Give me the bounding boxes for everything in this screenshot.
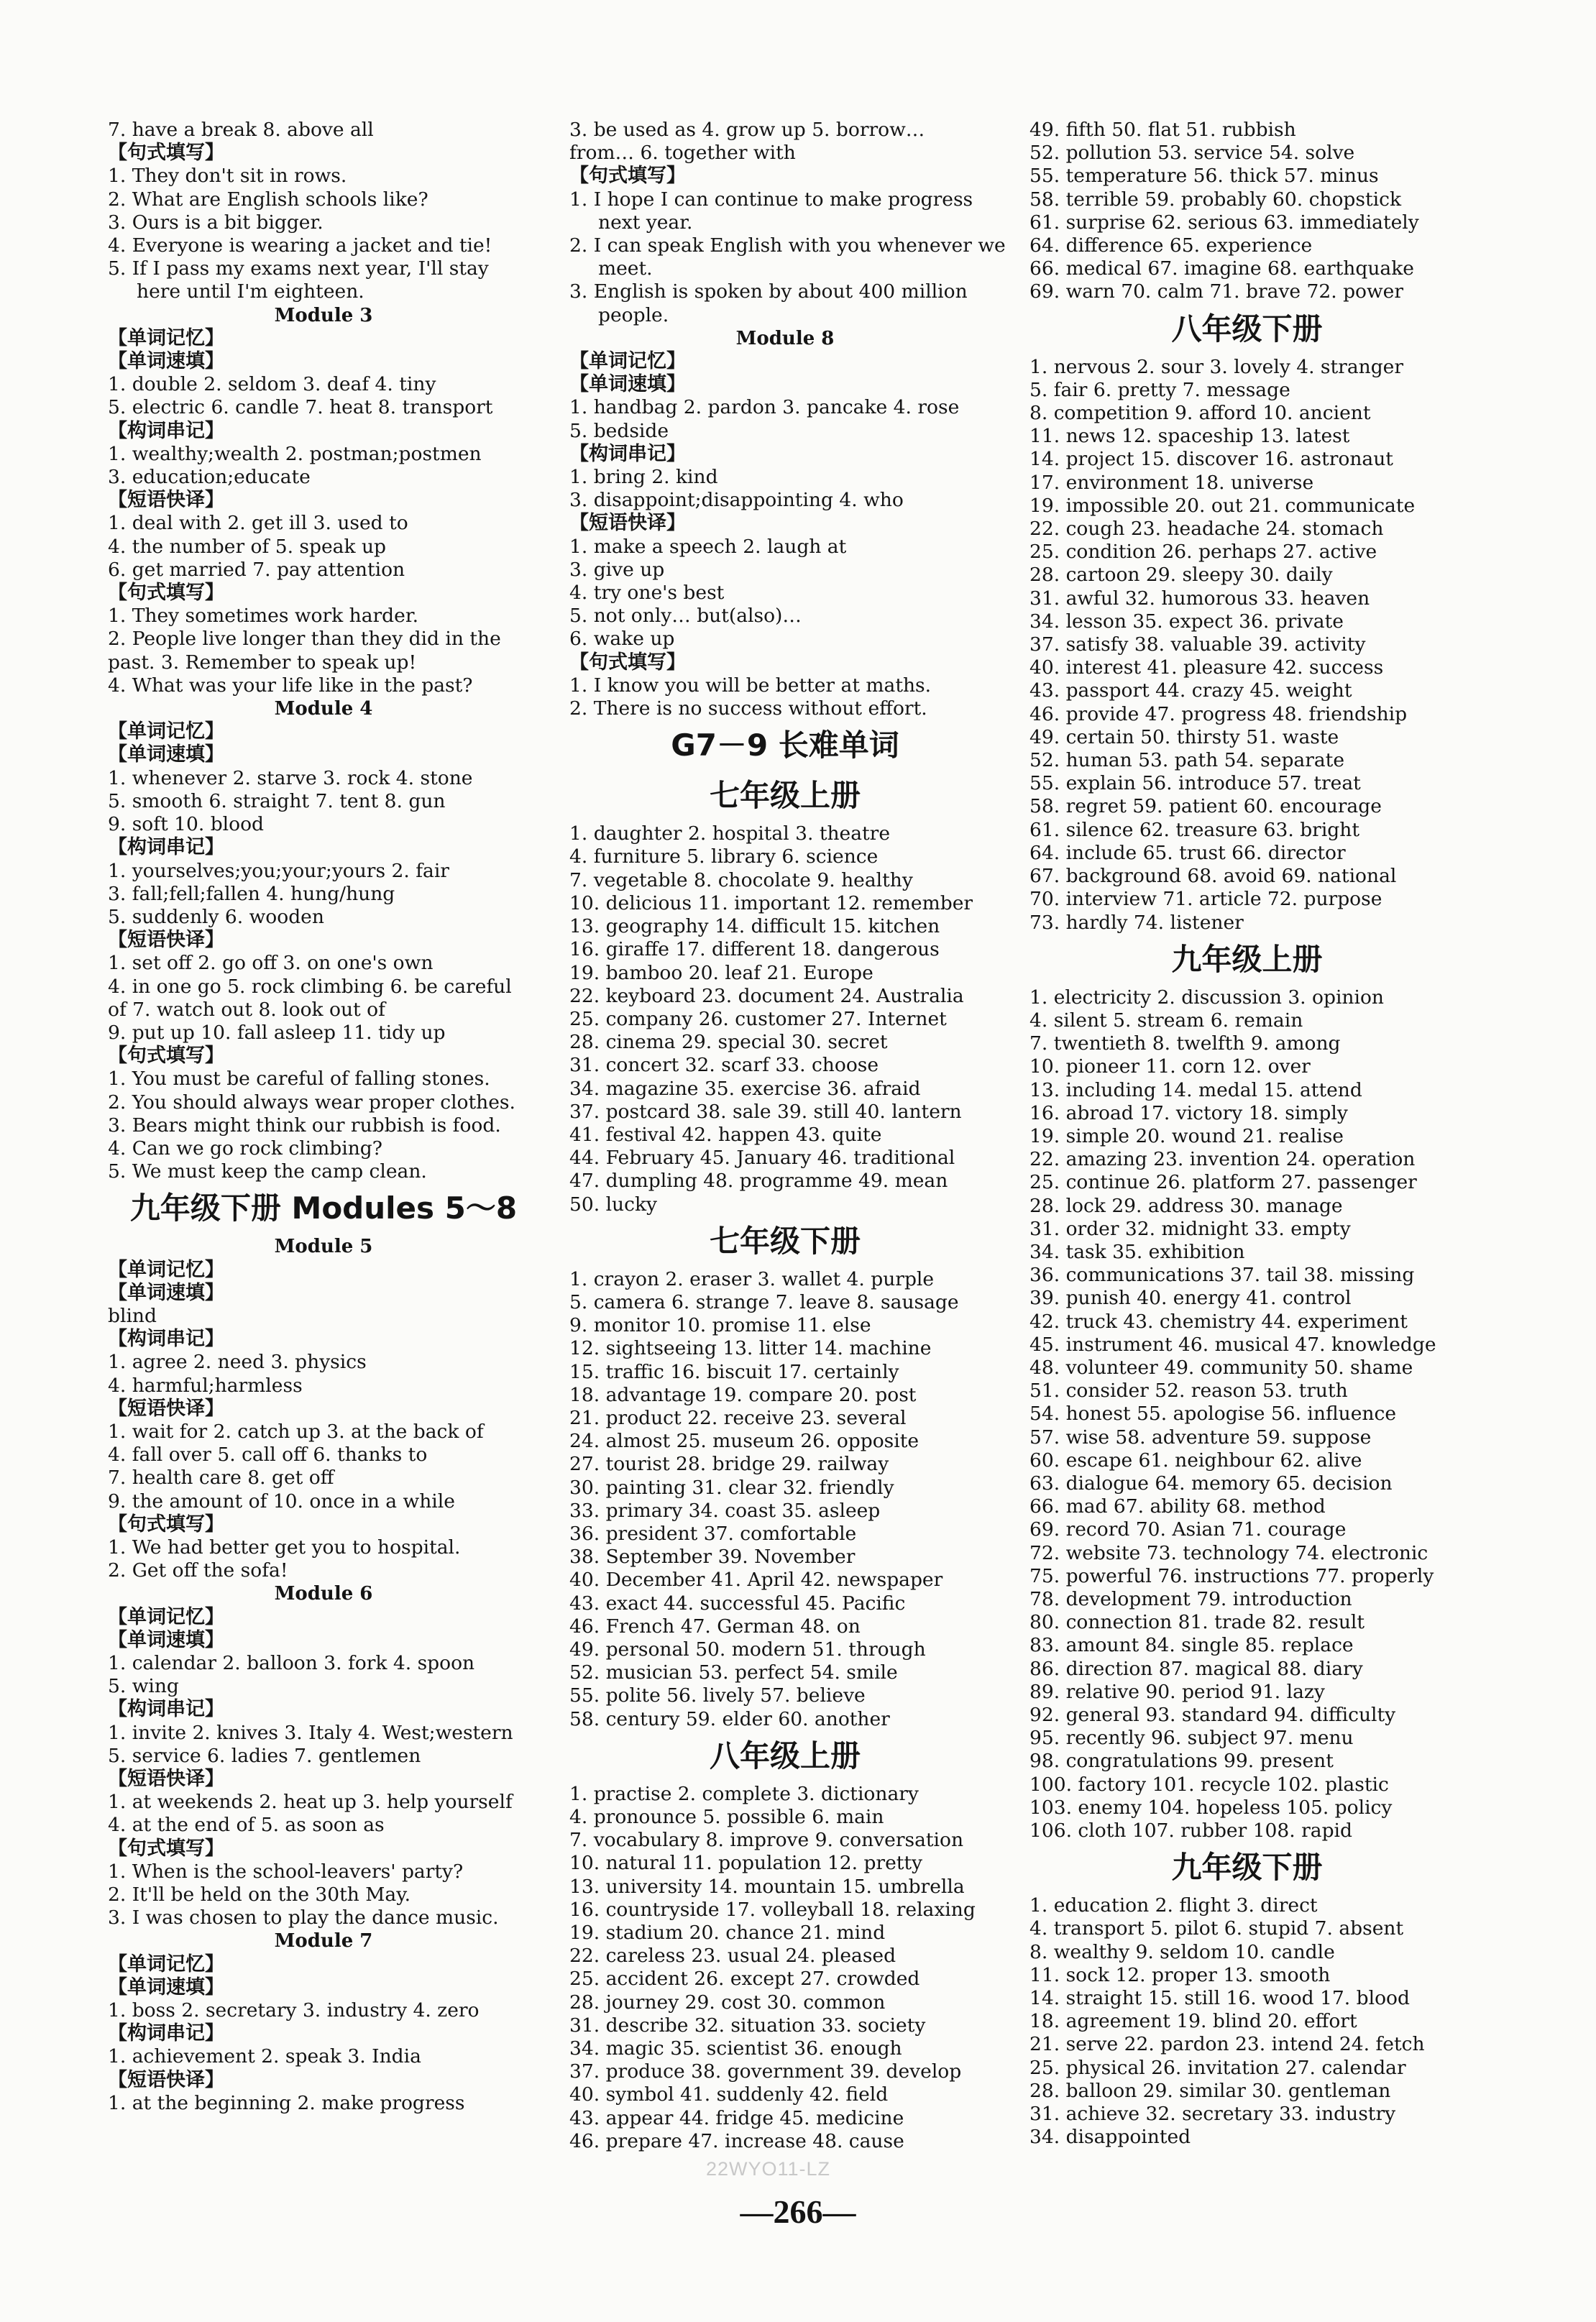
answer-line: 52. human 53. path 54. separate xyxy=(1029,749,1345,772)
answer-line: 7. vocabulary 8. improve 9. conversation xyxy=(569,1829,964,1852)
answer-line: 3. Bears might think our rubbish is food. xyxy=(108,1114,501,1137)
answer-line: 3. education;educate xyxy=(108,466,311,489)
section-tag: 【单词速填】 xyxy=(108,1281,224,1304)
answer-line: 4. transport 5. pilot 6. stupid 7. absent xyxy=(1029,1917,1404,1940)
answer-column-right xyxy=(1029,119,1464,2149)
answer-line: 52. pollution 53. service 54. solve xyxy=(1029,142,1355,165)
answer-line: 9. put up 10. fall asleep 11. tidy up xyxy=(108,1021,446,1044)
answer-line: 1. at weekends 2. heat up 3. help yourself xyxy=(108,1791,513,1814)
answer-line: 43. passport 44. crazy 45. weight xyxy=(1029,679,1352,702)
answer-line: 70. interview 71. article 72. purpose xyxy=(1029,888,1382,911)
answer-line: 50. lucky xyxy=(569,1193,657,1216)
answer-line: 27. tourist 28. bridge 29. railway xyxy=(569,1453,889,1476)
answer-line: 49. certain 50. thirsty 51. waste xyxy=(1029,725,1339,748)
answer-line: 28. journey 29. cost 30. common xyxy=(569,1991,886,2014)
answer-line: 66. medical 67. imagine 68. earthquake xyxy=(1029,257,1414,280)
answer-line: 9. monitor 10. promise 11. else xyxy=(569,1314,871,1337)
answer-line: 58. regret 59. patient 60. encourage xyxy=(1029,795,1382,818)
answer-line: 5. If I pass my exams next year, I'll stay xyxy=(108,257,489,280)
answer-line: 63. dialogue 64. memory 65. decision xyxy=(1029,1472,1393,1495)
answer-line: 5. camera 6. strange 7. leave 8. sausage xyxy=(569,1290,959,1313)
section-tag: 【短语快译】 xyxy=(108,1397,224,1420)
section-tag: 【句式填写】 xyxy=(108,142,224,165)
answer-line: of 7. watch out 8. look out of xyxy=(108,998,385,1021)
answer-line: 16. giraffe 17. different 18. dangerous xyxy=(569,938,940,961)
answer-line: 45. instrument 46. musical 47. knowledge xyxy=(1029,1333,1436,1356)
answer-line: 10. natural 11. population 12. pretty xyxy=(569,1852,923,1875)
answer-line: 52. musician 53. perfect 54. smile xyxy=(569,1661,898,1684)
answer-line: 5. not only… but(also)… xyxy=(569,605,802,628)
section-tag: 【单词记忆】 xyxy=(569,350,686,373)
answer-line: 19. simple 20. wound 21. realise xyxy=(1029,1124,1344,1147)
module-heading: Module 7 xyxy=(274,1930,373,1952)
answer-line: 46. French 47. German 48. on xyxy=(569,1615,861,1638)
answer-line: 64. include 65. trust 66. director xyxy=(1029,841,1346,864)
section-tag: 【单词记忆】 xyxy=(108,1605,224,1628)
answer-line: 1. calendar 2. balloon 3. fork 4. spoon xyxy=(108,1652,475,1674)
answer-line: 5. We must keep the camp clean. xyxy=(108,1160,427,1183)
answer-line: 15. traffic 16. biscuit 17. certainly xyxy=(569,1360,899,1383)
answer-line-continued: people. xyxy=(598,303,669,326)
section-tag: 【句式填写】 xyxy=(108,1045,224,1068)
answer-line: 19. stadium 20. chance 21. mind xyxy=(569,1922,886,1945)
section-tag: 【单词记忆】 xyxy=(108,1952,224,1975)
answer-line: 9. the amount of 10. once in a while xyxy=(108,1490,455,1513)
answer-line: 69. record 70. Asian 71. courage xyxy=(1029,1518,1347,1541)
answer-line: 46. prepare 47. increase 48. cause xyxy=(569,2129,904,2152)
answer-line: 2. What are English schools like? xyxy=(108,188,428,211)
answer-line-continued: next year. xyxy=(598,211,693,234)
answer-line: 4. at the end of 5. as soon as xyxy=(108,1814,385,1837)
section-tag: 【单词记忆】 xyxy=(108,1258,224,1281)
answer-line: 1. double 2. seldom 3. deaf 4. tiny xyxy=(108,373,436,396)
section-tag: 【单词速填】 xyxy=(569,373,686,396)
answer-line: 18. advantage 19. compare 20. post xyxy=(569,1383,917,1406)
answer-line: 40. interest 41. pleasure 42. success xyxy=(1029,656,1384,679)
answer-line: 1. agree 2. need 3. physics xyxy=(108,1351,367,1374)
answer-line: 5. electric 6. candle 7. heat 8. transport xyxy=(108,396,493,419)
answer-line: 4. Everyone is wearing a jacket and tie! xyxy=(108,234,492,257)
answer-line: 1. set off 2. go off 3. on one's own xyxy=(108,952,434,975)
answer-line: 9. soft 10. blood xyxy=(108,813,265,836)
section-tag: 【单词速填】 xyxy=(108,743,224,766)
answer-line: 25. continue 26. platform 27. passenger xyxy=(1029,1171,1417,1194)
unit-heading: G7－9 长难单词 xyxy=(671,728,899,763)
answer-line: 103. enemy 104. hopeless 105. policy xyxy=(1029,1796,1393,1819)
answer-line: 5. bedside xyxy=(569,419,669,442)
answer-line: 28. cartoon 29. sleepy 30. daily xyxy=(1029,564,1333,587)
module-heading: Module 6 xyxy=(274,1583,373,1605)
answer-line: 33. primary 34. coast 35. asleep xyxy=(569,1499,881,1522)
answer-column-middle xyxy=(569,119,1006,2153)
section-tag: 【构词串记】 xyxy=(108,1698,224,1721)
answer-line: 1. invite 2. knives 3. Italy 4. West;western xyxy=(108,1721,513,1744)
answer-line: 10. delicious 11. important 12. remember xyxy=(569,891,973,914)
answer-line: 5. smooth 6. straight 7. tent 8. gun xyxy=(108,789,446,812)
answer-line: 4. pronounce 5. possible 6. main xyxy=(569,1806,884,1828)
answer-line: 2. Get off the sofa! xyxy=(108,1559,288,1582)
answer-line: 2. I can speak English with you whenever we xyxy=(569,234,1006,257)
answer-line: 31. awful 32. humorous 33. heaven xyxy=(1029,587,1370,610)
answer-line: 7. vegetable 8. chocolate 9. healthy xyxy=(569,868,913,891)
answer-line: 3. give up xyxy=(569,558,665,581)
answer-line: 5. service 6. ladies 7. gentlemen xyxy=(108,1744,421,1767)
answer-line: 3. be used as 4. grow up 5. borrow… xyxy=(569,119,925,141)
answer-line: 14. project 15. discover 16. astronaut xyxy=(1029,448,1393,471)
unit-heading: 七年级上册 xyxy=(709,778,861,814)
answer-line: 1. boss 2. secretary 3. industry 4. zero xyxy=(108,1999,480,2022)
answer-line: 4. try one's best xyxy=(569,582,725,605)
answer-line: 4. Can we go rock climbing? xyxy=(108,1137,382,1160)
answer-line: 4. the number of 5. speak up xyxy=(108,535,386,558)
answer-line: 47. dumpling 48. programme 49. mean xyxy=(569,1170,948,1193)
answer-line: 42. truck 43. chemistry 44. experiment xyxy=(1029,1310,1408,1333)
answer-line: 34. magic 35. scientist 36. enough xyxy=(569,2037,902,2060)
answer-column-left xyxy=(108,119,539,2115)
section-tag: 【句式填写】 xyxy=(569,651,686,674)
unit-heading: 八年级上册 xyxy=(709,1738,861,1773)
answer-line-continued: here until I'm eighteen. xyxy=(137,280,364,303)
answer-line: 69. warn 70. calm 71. brave 72. power xyxy=(1029,280,1404,303)
answer-line: 22. cough 23. headache 24. stomach xyxy=(1029,518,1384,541)
section-tag: 【构词串记】 xyxy=(108,419,224,442)
answer-line: 2. People live longer than they did in the xyxy=(108,628,501,651)
answer-line: 31. order 32. midnight 33. empty xyxy=(1029,1217,1351,1240)
answer-line: 25. condition 26. perhaps 27. active xyxy=(1029,541,1377,564)
answer-line: 19. bamboo 20. leaf 21. Europe xyxy=(569,961,873,984)
answer-line: 4. in one go 5. rock climbing 6. be careful xyxy=(108,975,512,998)
answer-line: 10. pioneer 11. corn 12. over xyxy=(1029,1055,1311,1078)
module-heading: Module 4 xyxy=(274,698,373,720)
answer-line: 25. accident 26. except 27. crowded xyxy=(569,1968,920,1991)
answer-line: 13. university 14. mountain 15. umbrella xyxy=(569,1875,965,1898)
answer-line: 55. polite 56. lively 57. believe xyxy=(569,1684,866,1707)
answer-line: 1. education 2. flight 3. direct xyxy=(1029,1894,1318,1917)
answer-line: 1. make a speech 2. laugh at xyxy=(569,535,847,558)
answer-line: 86. direction 87. magical 88. diary xyxy=(1029,1657,1363,1680)
section-tag: 【构词串记】 xyxy=(108,1328,224,1351)
answer-line: 78. development 79. introduction xyxy=(1029,1587,1352,1610)
answer-line: 18. agreement 19. blind 20. effort xyxy=(1029,2010,1357,2033)
answer-line: 1. electricity 2. discussion 3. opinion xyxy=(1029,986,1384,1009)
section-tag: 【句式填写】 xyxy=(108,1837,224,1860)
answer-line: 49. fifth 50. flat 51. rubbish xyxy=(1029,119,1296,141)
answer-line: 37. satisfy 38. valuable 39. activity xyxy=(1029,633,1366,656)
section-tag: 【构词串记】 xyxy=(569,442,686,465)
answer-line: 40. symbol 41. suddenly 42. field xyxy=(569,2083,889,2106)
answer-line: 1. crayon 2. eraser 3. wallet 4. purple xyxy=(569,1267,935,1290)
answer-line: 37. produce 38. government 39. develop xyxy=(569,2060,962,2083)
answer-line: 55. explain 56. introduce 57. treat xyxy=(1029,772,1361,795)
answer-line: 1. at the beginning 2. make progress xyxy=(108,2091,465,2114)
answer-line: 36. president 37. comfortable xyxy=(569,1522,857,1545)
answer-line: 24. almost 25. museum 26. opposite xyxy=(569,1430,919,1453)
answer-line: 1. whenever 2. starve 3. rock 4. stone xyxy=(108,766,473,789)
answer-line: 98. congratulations 99. present xyxy=(1029,1750,1334,1773)
answer-line: 13. geography 14. difficult 15. kitchen xyxy=(569,915,940,938)
section-tag: 【短语快译】 xyxy=(108,1768,224,1791)
answer-line: 54. honest 55. apologise 56. influence xyxy=(1029,1403,1396,1426)
answer-line: 31. achieve 32. secretary 33. industry xyxy=(1029,2103,1396,2126)
answer-line: 51. consider 52. reason 53. truth xyxy=(1029,1380,1348,1403)
answer-line: 3. disappoint;disappointing 4. who xyxy=(569,489,904,512)
section-tag: 【句式填写】 xyxy=(569,165,686,188)
answer-line: 41. festival 42. happen 43. quite xyxy=(569,1123,882,1146)
section-tag: 【单词速填】 xyxy=(108,1628,224,1651)
answer-line: 67. background 68. avoid 69. national xyxy=(1029,865,1397,888)
section-tag: 【句式填写】 xyxy=(108,582,224,605)
answer-line: 31. describe 32. situation 33. society xyxy=(569,2014,926,2037)
answer-line: 25. physical 26. invitation 27. calendar xyxy=(1029,2056,1406,2079)
page-number: —266— xyxy=(740,2193,856,2230)
answer-line: 1. achievement 2. speak 3. India xyxy=(108,2045,421,2068)
answer-line: 5. suddenly 6. wooden xyxy=(108,905,324,928)
answer-line: 2. It'll be held on the 30th May. xyxy=(108,1883,411,1906)
answer-line: 7. health care 8. get off xyxy=(108,1467,334,1490)
answer-line: 5. wing xyxy=(108,1675,179,1698)
answer-line: 8. wealthy 9. seldom 10. candle xyxy=(1029,1940,1335,1963)
answer-line: 2. You should always wear proper clothes. xyxy=(108,1091,515,1114)
module-heading: Module 5 xyxy=(274,1236,373,1258)
answer-line: 4. silent 5. stream 6. remain xyxy=(1029,1009,1303,1032)
answer-line: 58. terrible 59. probably 60. chopstick xyxy=(1029,188,1402,211)
answer-line: 37. postcard 38. sale 39. still 40. lantern xyxy=(569,1100,962,1123)
section-tag: 【单词记忆】 xyxy=(108,720,224,743)
answer-line: 12. sightseeing 13. litter 14. machine xyxy=(569,1337,932,1360)
answer-line: 61. silence 62. treasure 63. bright xyxy=(1029,818,1359,841)
answer-line: 43. exact 44. successful 45. Pacific xyxy=(569,1592,906,1615)
answer-line: 64. difference 65. experience xyxy=(1029,234,1313,257)
answer-line: 1. You must be careful of falling stones. xyxy=(108,1068,490,1091)
answer-line: 34. lesson 35. expect 36. private xyxy=(1029,610,1344,633)
section-tag: 【短语快译】 xyxy=(569,512,686,535)
answer-line: 89. relative 90. period 91. lazy xyxy=(1029,1680,1325,1703)
answer-line: 5. fair 6. pretty 7. message xyxy=(1029,378,1290,401)
answer-line: past. 3. Remember to speak up! xyxy=(108,651,417,674)
answer-line: 75. powerful 76. instructions 77. properly xyxy=(1029,1564,1434,1587)
answer-line: 4. harmful;harmless xyxy=(108,1374,303,1397)
answer-line: 38. September 39. November xyxy=(569,1546,856,1569)
answer-line: 58. century 59. elder 60. another xyxy=(569,1707,890,1730)
section-tag: 【单词记忆】 xyxy=(108,326,224,349)
answer-line: 72. website 73. technology 74. electronic xyxy=(1029,1541,1428,1564)
unit-heading: 九年级上册 xyxy=(1171,941,1323,977)
answer-line: 73. hardly 74. listener xyxy=(1029,911,1244,934)
answer-line: 39. punish 40. energy 41. control xyxy=(1029,1287,1352,1310)
section-tag: 【构词串记】 xyxy=(108,2022,224,2045)
answer-line: 28. lock 29. address 30. manage xyxy=(1029,1194,1343,1217)
answer-line: 80. connection 81. trade 82. result xyxy=(1029,1611,1365,1634)
answer-line: 21. serve 22. pardon 23. intend 24. fetch xyxy=(1029,2033,1425,2056)
section-tag: 【短语快译】 xyxy=(108,489,224,512)
answer-line: 6. wake up xyxy=(569,628,675,651)
answer-line: from… 6. together with xyxy=(569,142,796,165)
answer-line: blind xyxy=(108,1304,157,1327)
answer-line: 30. painting 31. clear 32. friendly xyxy=(569,1476,894,1499)
answer-line: 3. fall;fell;fallen 4. hung/hung xyxy=(108,882,395,905)
answer-line: 48. volunteer 49. community 50. shame xyxy=(1029,1356,1413,1379)
answer-line: 95. recently 96. subject 97. menu xyxy=(1029,1727,1354,1750)
answer-line: 43. appear 44. fridge 45. medicine xyxy=(569,2106,904,2129)
answer-line: 4. What was your life like in the past? xyxy=(108,674,473,697)
answer-line: 7. have a break 8. above all xyxy=(108,119,374,141)
answer-line: 6. get married 7. pay attention xyxy=(108,558,405,581)
answer-line: 22. careless 23. usual 24. pleased xyxy=(569,1945,896,1968)
answer-line: 1. They don't sit in rows. xyxy=(108,165,347,188)
answer-line: 1. handbag 2. pardon 3. pancake 4. rose xyxy=(569,396,960,419)
answer-line: 31. concert 32. scarf 33. choose xyxy=(569,1054,879,1077)
answer-line: 36. communications 37. tail 38. missing xyxy=(1029,1264,1415,1287)
section-tag: 【短语快译】 xyxy=(108,2068,224,2091)
answer-line: 14. straight 15. still 16. wood 17. blood xyxy=(1029,1987,1410,2010)
answer-line: 66. mad 67. ability 68. method xyxy=(1029,1495,1326,1518)
answer-line: 1. deal with 2. get ill 3. used to xyxy=(108,512,408,535)
answer-line: 1. We had better get you to hospital. xyxy=(108,1536,461,1559)
answer-line: 28. cinema 29. special 30. secret xyxy=(569,1031,888,1054)
section-tag: 【短语快译】 xyxy=(108,929,224,952)
section-tag: 【单词速填】 xyxy=(108,1975,224,1999)
answer-line: 8. competition 9. afford 10. ancient xyxy=(1029,402,1371,425)
answer-line: 22. keyboard 23. document 24. Australia xyxy=(569,984,964,1007)
answer-line: 34. task 35. exhibition xyxy=(1029,1240,1245,1263)
unit-heading: 八年级下册 xyxy=(1171,311,1323,347)
answer-line: 1. They sometimes work harder. xyxy=(108,605,418,628)
answer-line: 3. Ours is a bit bigger. xyxy=(108,211,324,234)
answer-line: 1. yourselves;you;your;yours 2. fair xyxy=(108,859,449,882)
section-tag: 【句式填写】 xyxy=(108,1513,224,1536)
answer-line: 34. disappointed xyxy=(1029,2126,1191,2149)
answer-line: 34. magazine 35. exercise 36. afraid xyxy=(569,1077,921,1100)
answer-line: 22. amazing 23. invention 24. operation xyxy=(1029,1148,1416,1171)
answer-line: 28. balloon 29. similar 30. gentleman xyxy=(1029,2079,1391,2102)
answer-line: 57. wise 58. adventure 59. suppose xyxy=(1029,1426,1372,1449)
answer-line: 1. wealthy;wealth 2. postman;postmen xyxy=(108,442,482,465)
answer-line: 13. including 14. medal 15. attend xyxy=(1029,1078,1362,1101)
answer-line: 46. provide 47. progress 48. friendship xyxy=(1029,702,1408,725)
answer-line: 11. news 12. spaceship 13. latest xyxy=(1029,425,1350,448)
unit-heading: 九年级下册 xyxy=(1171,1850,1323,1886)
module-heading: Module 3 xyxy=(274,304,373,326)
answer-line: 106. cloth 107. rubber 108. rapid xyxy=(1029,1819,1352,1843)
answer-line: 7. twentieth 8. twelfth 9. among xyxy=(1029,1032,1341,1055)
answer-line: 1. I know you will be better at maths. xyxy=(569,674,932,697)
answer-line: 1. wait for 2. catch up 3. at the back of xyxy=(108,1420,484,1443)
answer-line: 83. amount 84. single 85. replace xyxy=(1029,1634,1354,1657)
answer-line: 25. company 26. customer 27. Internet xyxy=(569,1007,947,1030)
answer-line: 19. impossible 20. out 21. communicate xyxy=(1029,494,1416,517)
answer-line: 2. There is no success without effort. xyxy=(569,697,927,720)
answer-line: 3. English is spoken by about 400 million xyxy=(569,280,968,303)
answer-line: 21. product 22. receive 23. several xyxy=(569,1406,907,1429)
answer-line-continued: meet. xyxy=(598,257,653,280)
answer-line: 1. practise 2. complete 3. dictionary xyxy=(569,1782,919,1805)
section-tag: 【构词串记】 xyxy=(108,836,224,859)
answer-line: 3. I was chosen to play the dance music. xyxy=(108,1906,499,1929)
answer-line: 4. fall over 5. call off 6. thanks to xyxy=(108,1444,428,1467)
answer-line: 1. bring 2. kind xyxy=(569,466,718,489)
answer-line: 92. general 93. standard 94. difficulty xyxy=(1029,1704,1396,1726)
answer-line: 44. February 45. January 46. traditional xyxy=(569,1147,955,1170)
answer-line: 61. surprise 62. serious 63. immediately xyxy=(1029,211,1419,234)
answer-line: 55. temperature 56. thick 57. minus xyxy=(1029,165,1379,188)
answer-line: 1. nervous 2. sour 3. lovely 4. stranger xyxy=(1029,355,1404,378)
answer-line: 60. escape 61. neighbour 62. alive xyxy=(1029,1449,1362,1472)
answer-line: 1. When is the school-leavers' party? xyxy=(108,1860,464,1883)
answer-line: 11. sock 12. proper 13. smooth xyxy=(1029,1963,1331,1986)
answer-line: 49. personal 50. modern 51. through xyxy=(569,1638,926,1661)
answer-line: 17. environment 18. universe xyxy=(1029,471,1314,494)
answer-line: 100. factory 101. recycle 102. plastic xyxy=(1029,1773,1389,1796)
section-tag: 【单词速填】 xyxy=(108,350,224,373)
answer-line: 16. countryside 17. volleyball 18. relaxing xyxy=(569,1898,976,1921)
print-code: 22WYO11-LZ xyxy=(706,2158,831,2180)
module-heading: Module 8 xyxy=(735,327,835,349)
unit-heading: 九年级下册 Modules 5～8 xyxy=(129,1190,518,1226)
answer-line: 16. abroad 17. victory 18. simply xyxy=(1029,1101,1348,1124)
unit-heading: 七年级下册 xyxy=(709,1223,861,1259)
answer-line: 1. I hope I can continue to make progress xyxy=(569,188,973,211)
answer-line: 1. daughter 2. hospital 3. theatre xyxy=(569,822,891,845)
answer-line: 4. furniture 5. library 6. science xyxy=(569,845,879,868)
answer-line: 40. December 41. April 42. newspaper xyxy=(569,1569,943,1592)
